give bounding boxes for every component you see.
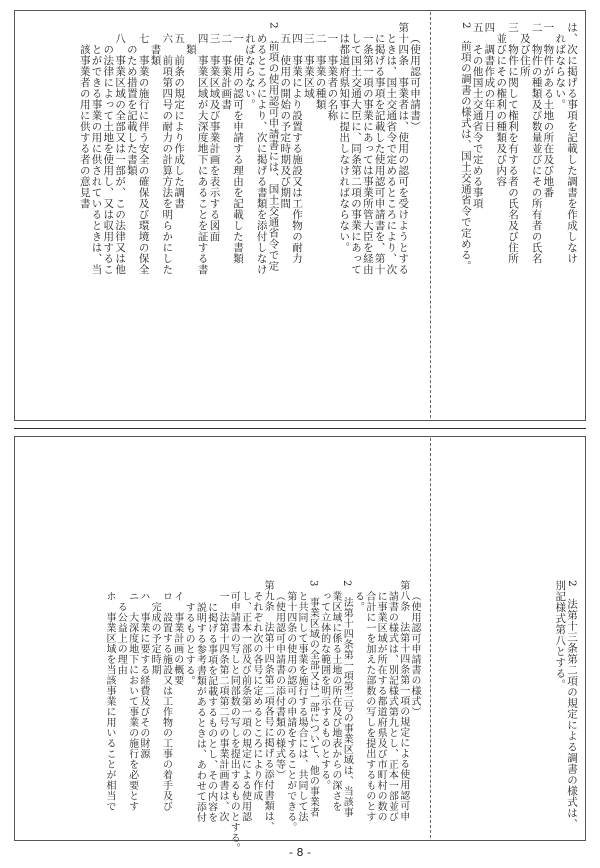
list-item: 二 事業計画書 xyxy=(220,33,233,110)
text-line: 並びにその権利の種類及び内容 xyxy=(495,22,508,187)
text-line: 2 法第十四条第一項第三号の事業区域は、当該事 xyxy=(341,580,353,818)
text-line: に掲げる事項を記載した使用認可申請書を、第十 xyxy=(373,33,386,275)
list-item: ニ 大深度地下において事業の施行を必要とす xyxy=(126,591,138,812)
text-line: 第八条 法第十四条第一項の規定による使用認可申 xyxy=(397,580,409,822)
list-item: ホ 事業区域を当該事業に用いることが相当で xyxy=(103,591,115,812)
text-line: 説明する参考書類があるときは、あわせて添付 xyxy=(194,602,206,823)
text-line: 一条第一項の事業にあっては事業所管大臣を経由 xyxy=(361,33,374,275)
text-line: 五 その他国土交通省令で定める事項 xyxy=(471,22,484,209)
text-line: 二 物件の種類及び数量並びにその所有者の氏名 xyxy=(530,22,543,264)
text-line: に事業区域が所在する都道府県及び市町村の数の xyxy=(375,591,387,822)
list-item: 類 xyxy=(184,33,197,55)
list-item: 五 前条の規定により作成した調書 xyxy=(173,33,186,209)
list-item: 書類 xyxy=(149,33,162,66)
text-line: 第十四条 事業者は、使用の認可を受けようとする xyxy=(397,22,410,275)
text-line: 三 物件に関して権利を有する者の氏名及び住所 xyxy=(507,22,520,264)
list-item: ハ 事業に要する経費及びその財源 xyxy=(137,591,149,759)
text-line: 四 調書作成の年月日 xyxy=(483,22,496,132)
text-line: 可申請書の写しと同部数の写しを提出するものとする。 xyxy=(228,591,240,854)
text-line: って立体的な範囲を明示するものとする。 xyxy=(318,591,330,791)
text-line: それぞれ次の各号に定めるところにより作成 xyxy=(250,591,262,801)
text-line: し、正本一部及び前条第一項の規定による使用認 xyxy=(239,591,251,822)
list-item: 一 使用の認可を申請する理由を記載した書類 xyxy=(232,33,245,264)
list-item: 八 事業区域の全部又は一部が、この法律又は他 xyxy=(114,33,127,275)
bottom-column-divider xyxy=(430,438,431,838)
text-line: と共同して事業を施行する場合には、共同して法 xyxy=(296,591,308,822)
text-line: 別記様式第八とする。 xyxy=(554,580,567,690)
text-line: 2 前項の使用認可申請書には、国土交通省令で定 xyxy=(267,22,280,272)
top-left-text xyxy=(78,22,420,407)
list-item: のため措置を記載した書類 xyxy=(125,33,138,176)
text-line: 2 法第十三条第二項の規定による調書の様式は、 xyxy=(566,580,578,830)
text-line: 第十四条の使用の認可の申請をすることができる。 xyxy=(284,591,296,833)
text-line: 第九条 法第十四条第二項各号に掲げる添付書類は、 xyxy=(262,580,274,832)
list-item: 四 事業区域が大深度地下にあることを証する書 xyxy=(196,33,209,275)
text-line: ときは、国土交通省令で定めるところにより、次 xyxy=(385,33,398,275)
text-line: 及び住所 xyxy=(518,22,531,77)
article-heading: （使用認可申請書） xyxy=(409,33,421,132)
list-item: 一 法第十四条第二項第二号の事業計画書は、次 xyxy=(216,591,228,822)
text-line: 請書の様式は、別記様式第九とし、正本一部並び xyxy=(386,591,398,822)
text-line: めるところにより、次に掲げる書類を添付しなけ xyxy=(255,33,268,275)
text-line: 2 前項の調書の様式は、国土交通省令で定める。 xyxy=(459,22,472,272)
bottom-left-text xyxy=(103,580,420,854)
list-item: 六 前項第四号の耐力の計算方法を明らかにした xyxy=(161,33,174,275)
list-item: 三 事業区域及び事業計画を表示する図面 xyxy=(208,33,221,242)
article-heading: （使用認可申請書の様式） xyxy=(409,591,420,717)
list-item: イ 事業計画の概要 xyxy=(171,591,183,686)
text-line: ればならない。 xyxy=(554,33,567,110)
page-number: - 8 - xyxy=(289,846,311,859)
list-item: の法律によって土地を使用し、又は収用するこ xyxy=(102,33,115,275)
list-item: る公益上の理由 xyxy=(115,591,127,675)
text-line: る。 xyxy=(352,591,364,612)
list-item: ロ 設置する施設又は工作物の工事の着手及び xyxy=(160,591,172,812)
text-line: 業区域に係る土地の所在及び地表からの深さを xyxy=(329,591,341,812)
top-right-text xyxy=(459,22,577,407)
list-item: 二 事業の種類 xyxy=(314,33,327,110)
list-item: 五 使用の開始の予定時期及び期間 xyxy=(279,33,292,209)
list-item: 該事業者の用に供する者の意見書 xyxy=(78,33,91,209)
text-line: 一 物件がある土地の所在及び地番 xyxy=(542,22,555,198)
list-item: 七 事業の施行に伴う安全の確保及び環境の保全 xyxy=(137,33,150,275)
text-line: して国土交通大臣に、同条第二項の事業にあって xyxy=(350,33,363,275)
list-item: 四 事業により設置する施設又は工作物の耐力 xyxy=(291,33,304,264)
section-separator xyxy=(14,428,586,429)
list-item: 一 事業者の名称 xyxy=(326,33,339,121)
text-line: ればならない。 xyxy=(243,33,256,110)
article-heading: （使用認可申請書の添付書類の様式等） xyxy=(273,591,285,780)
text-line: に掲げる事項を記載するものとし、その内容を xyxy=(205,602,217,823)
list-item: 完成の予定時期 xyxy=(149,591,161,675)
list-item: とができる事業の用に供されているときは、当 xyxy=(90,33,103,275)
text-line: するものとする。 xyxy=(183,602,195,686)
list-item: 三 事業区域 xyxy=(302,33,315,99)
text-line: は都道府県知事に提出しなければならない。 xyxy=(338,33,351,253)
bottom-right-text xyxy=(553,580,577,830)
top-column-divider xyxy=(430,12,431,418)
text-line: 合計に一を加えた部数の写しを提出するものとす xyxy=(363,591,375,822)
text-line: 3 事業区域の全部又は一部について、他の事業者 xyxy=(307,580,319,818)
text-line: は、次に掲げる事項を記載した調書を作成しなけ xyxy=(566,22,578,264)
